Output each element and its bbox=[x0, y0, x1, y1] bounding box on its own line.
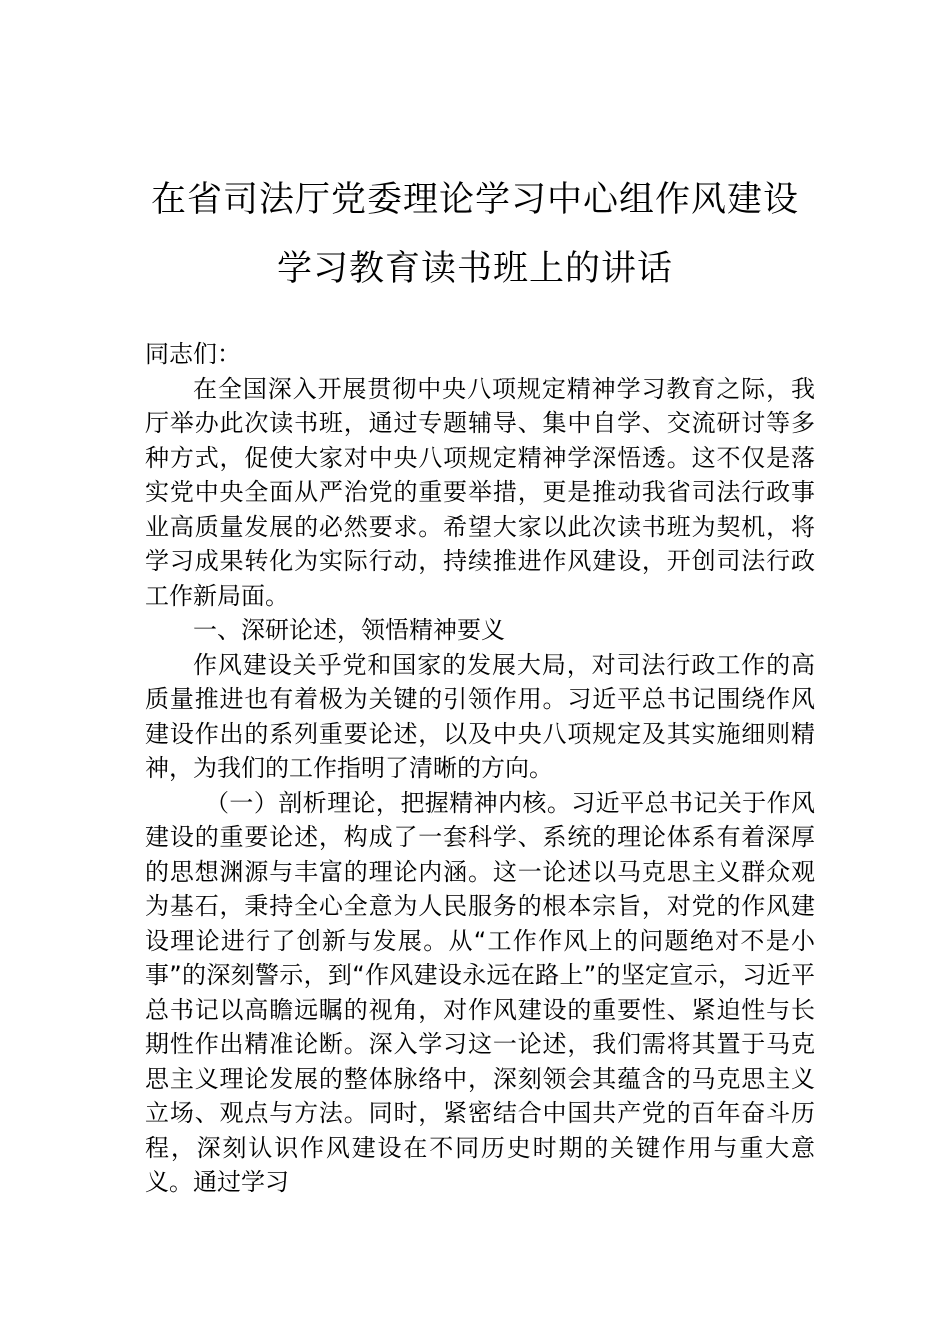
subsection-1-paragraph: （一）剖析理论，把握精神内核。习近平总书记关于作风建设的重要论述，构成了一套科学、系统的理论体系有着深厚的思想渊源与丰富的理论内涵。这一论述以马克思主义群众观为基石，秉持全心全意为人民服务的根本宗旨，对党的作风建设理论进行了创新与发展。从“工作作风上的问题绝对不是小事”的深刻警示，到“作风建设永远在路上”的坚定宣示，习近平总书记以高瞻远瞩的视角，对作风建设的重要性、紧迫性与长期性作出精准论断。深入学习这一论述，我们需将其置于马克思主义理论发展的整体脉络中，深刻领会其蕴含的马克思主义立场、观点与方法。同时，紧密结合中国共产党的百年奋斗历程，深刻认识作风建设在不同历史时期的关键作用与重大意义。通过学习 bbox=[145, 788, 815, 1196]
section-heading-1: 一、深研论述，领悟精神要义 bbox=[193, 616, 505, 644]
intro-paragraph: 在全国深入开展贯彻中央八项规定精神学习教育之际，我厅举办此次读书班，通过专题辅导、集中自学、交流研讨等多种方式，促使大家对中央八项规定精神学深悟透。这不仅是落实党中央全面从严治党的重要举措，更是推动我省司法行政事业高质量发展的必然要求。希望大家以此次读书班为契机，将学习成果转化为实际行动，持续推进作风建设，开创司法行政工作新局面。 bbox=[145, 374, 815, 610]
section-1-paragraph: 作风建设关乎党和国家的发展大局，对司法行政工作的高质量推进也有着极为关键的引领作用。习近平总书记围绕作风建设作出的系列重要论述，以及中央八项规定及其实施细则精神，为我们的工作指明了清晰的方向。 bbox=[145, 650, 815, 782]
document-title-line-1: 在省司法厅党委理论学习中心组作风建设 bbox=[150, 180, 799, 220]
document-body bbox=[145, 337, 815, 1200]
greeting: 同志们： bbox=[145, 340, 241, 368]
document-title-line-2: 学习教育读书班上的讲话 bbox=[276, 249, 673, 289]
